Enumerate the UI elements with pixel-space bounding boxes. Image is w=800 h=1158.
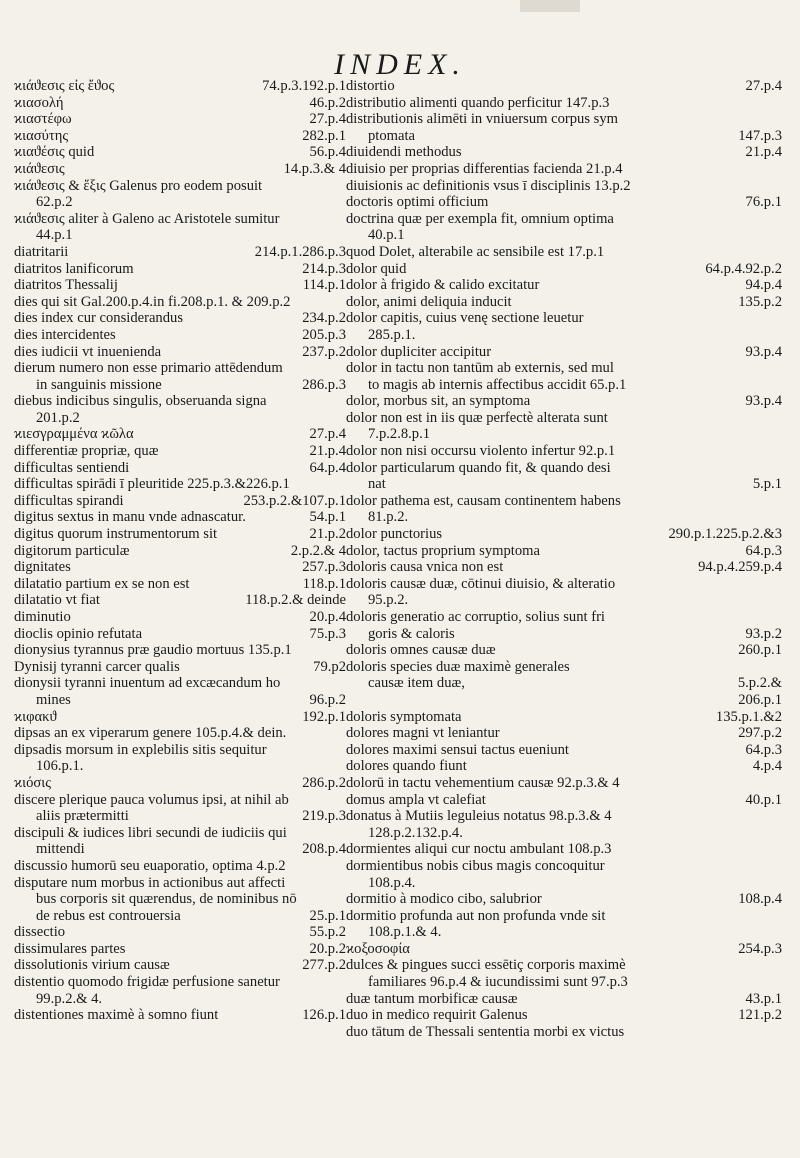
entry-term: dipsadis morsum in explebilis sitis sequitur <box>14 741 267 758</box>
entry-reference: 93.p.2 <box>745 625 782 642</box>
index-entry <box>346 908 782 941</box>
entry-reference: 206.p.1 <box>738 691 782 708</box>
index-entry <box>14 360 346 393</box>
index-entry <box>346 543 782 560</box>
entry-continuation: de rebus est controuersia <box>36 907 181 924</box>
entry-reference: 20.p.4 <box>309 609 346 625</box>
entry-reference: 27.p.4 <box>745 78 782 94</box>
entry-reference: 108.p.4 <box>738 891 782 908</box>
entry-reference: 64.p.3 <box>745 542 782 559</box>
index-entry <box>346 991 782 1008</box>
entry-term: differentiæ propriæ, quæ <box>14 443 159 460</box>
entry-continuation: mittendi <box>36 841 85 858</box>
entry-reference: 20.p.2 <box>309 940 346 957</box>
entry-term: dies intercidentes <box>14 326 116 343</box>
index-entry <box>346 393 782 410</box>
entry-continuation: 108.p.4. <box>368 874 416 891</box>
index-entry <box>346 144 782 161</box>
index-entry <box>346 559 782 576</box>
index-entry <box>346 742 782 759</box>
index-entry <box>14 443 346 460</box>
entry-reference: 21.p.2 <box>309 526 346 543</box>
entry-continuation: 201.p.2 <box>36 409 80 426</box>
entry-reference: 114.p.1 <box>302 277 346 294</box>
index-entry <box>14 261 346 278</box>
index-entry <box>346 310 782 343</box>
entry-reference: 21.p.4 <box>309 443 346 460</box>
index-entry <box>14 709 346 726</box>
index-entry <box>346 360 782 393</box>
entry-reference: 147.p.3 <box>738 127 782 144</box>
index-entry <box>14 244 346 261</box>
index-entry <box>346 261 782 278</box>
entry-term: digitorum particulæ <box>14 542 130 559</box>
entry-term: dionysius tyrannus præ gaudio mortuus 135.p.1 <box>14 642 292 659</box>
entry-reference: 55.p.2 <box>309 924 346 941</box>
entry-continuation: 40.p.1 <box>368 227 405 244</box>
index-entry <box>14 659 346 676</box>
index-entry <box>346 725 782 742</box>
entry-reference: 14.p.3.& 4 <box>283 160 346 177</box>
index-entry <box>14 792 346 825</box>
index-entry <box>346 692 782 709</box>
left-column <box>14 78 346 1024</box>
entry-term: domus ampla vt calefiat <box>346 791 486 808</box>
index-entry <box>346 493 782 526</box>
entry-term: dolor dupliciter accipitur <box>346 343 492 360</box>
entry-term: ϰιόσις <box>14 774 51 791</box>
entry-term: doloris symptomata <box>346 708 462 725</box>
entry-term: doloris generatio ac corruptio, solius sunt fri <box>346 609 605 625</box>
index-entry <box>346 642 782 659</box>
index-entry <box>14 742 346 775</box>
entry-continuation: 108.p.1.& 4. <box>368 924 442 941</box>
entry-term: dignitates <box>14 559 71 576</box>
entry-term: distributio alimenti quando perficitur 147.p.3 <box>346 94 610 111</box>
entry-term: discipuli & iudices libri secundi de iudiciis qui <box>14 824 287 841</box>
entry-term: doloris causa vnica non est <box>346 559 504 576</box>
index-entry <box>14 543 346 560</box>
index-entry <box>14 924 346 941</box>
index-entry <box>14 725 346 742</box>
index-entry <box>14 526 346 543</box>
index-entry <box>346 277 782 294</box>
entry-reference: 93.p.4 <box>745 343 782 360</box>
entry-continuation: 128.p.2.132.p.4. <box>368 824 463 841</box>
index-entry <box>14 493 346 510</box>
entry-reference: 21.p.4 <box>745 144 782 161</box>
entry-term: dionysii tyranni inuentum ad excæcandum ho <box>14 675 281 692</box>
entry-term: difficultas spirandi <box>14 492 124 509</box>
index-entry <box>346 344 782 361</box>
entry-term: dolor capitis, cuius venę sectione leuetur <box>346 310 584 327</box>
index-entry <box>14 111 346 128</box>
entry-term: dissectio <box>14 924 66 941</box>
entry-term: diatritos Thessalij <box>14 277 118 294</box>
entry-term: dolor non nisi occursu violento infertur 92.p.1 <box>346 443 616 460</box>
entry-term: ϰιφακϑ <box>14 708 57 725</box>
entry-term: dolores quando fiunt <box>346 758 467 775</box>
index-entry <box>14 144 346 161</box>
index-entry <box>346 194 782 211</box>
entry-term: doctrina quæ per exempla fit, omnium optima <box>346 210 614 227</box>
entry-term: dioclis opinio refutata <box>14 625 143 642</box>
entry-reference: 126.p.1 <box>302 1007 346 1024</box>
index-entry <box>14 78 346 95</box>
entry-term: dolor quid <box>346 260 407 277</box>
index-entry <box>346 526 782 543</box>
page-smudge <box>520 0 580 12</box>
index-entry <box>14 875 346 925</box>
entry-term: dissolutionis virium causæ <box>14 957 170 974</box>
entry-term: doloris causæ duæ, cōtinui diuisio, & alteratio <box>346 575 616 592</box>
index-entry <box>14 858 346 875</box>
entry-term: dies qui sit Gal.200.p.4.in fi.208.p.1. & 209.p.2 <box>14 293 291 310</box>
index-entry <box>346 841 782 858</box>
entry-continuation: 285.p.1. <box>368 326 416 343</box>
entry-term: ϰιάϑεσις <box>14 160 65 177</box>
entry-term: dolor in tactu non tantūm ab externis, sed mul <box>346 360 614 377</box>
index-entry <box>346 891 782 908</box>
entry-reference: 25.p.1 <box>309 907 346 924</box>
entry-reference: 118.p.2.& deinde <box>245 592 346 609</box>
entry-continuation: 81.p.2. <box>368 509 409 526</box>
index-entry <box>14 626 346 643</box>
entry-term: dilatatio partium ex se non est <box>14 575 190 592</box>
index-entry <box>346 410 782 443</box>
entry-reference: 54.p.1 <box>309 509 346 526</box>
entry-term: difficultas sentiendi <box>14 459 130 476</box>
entry-term: dissimulares partes <box>14 940 126 957</box>
entry-term: ϰιεσγραμμένα ϰῶλα <box>14 426 134 443</box>
entry-reference: 254.p.3 <box>738 940 782 957</box>
entry-term: diebus indicibus singulis, obseruanda signa <box>14 393 267 410</box>
index-entry <box>346 1007 782 1024</box>
entry-term: ϰιαστέφω <box>14 111 72 128</box>
index-entry <box>14 609 346 626</box>
index-entry <box>346 709 782 726</box>
index-entry <box>346 1024 782 1041</box>
index-entry <box>346 178 782 195</box>
entry-reference: 46.p.2 <box>309 94 346 111</box>
index-entry <box>14 211 346 244</box>
entry-term: distributionis alimēti in vniuersum corpus sym <box>346 111 618 128</box>
entry-continuation: 7.p.2.8.p.1 <box>368 426 431 443</box>
entry-term: distentiones maximè à somno fiunt <box>14 1007 219 1024</box>
entry-continuation: bus corporis sit quærendus, de nominibus nō <box>36 891 297 908</box>
index-entry <box>346 957 782 990</box>
entry-term: digitus quorum instrumentorum sit <box>14 526 218 543</box>
entry-continuation: 106.p.1. <box>36 758 84 775</box>
entry-term: ϰιάϑεσις & ἕξις Galenus pro eodem posuit <box>14 177 263 194</box>
entry-term: duæ tantum morbificæ causæ <box>346 990 518 1007</box>
entry-reference: 135.p.2 <box>738 293 782 310</box>
entry-continuation: nat <box>368 476 386 493</box>
entry-term: discussio humorū seu euaporatio, optima 4.p.2 <box>14 857 286 874</box>
index-entry <box>346 941 782 958</box>
entry-term: discere plerique pauca volumus ipsi, at nihil ab <box>14 791 289 808</box>
index-entry <box>14 775 346 792</box>
entry-term: dormitio profunda aut non profunda vnde sit <box>346 907 606 924</box>
index-entry <box>14 559 346 576</box>
index-entry <box>14 460 346 477</box>
entry-term: dormientes aliqui cur noctu ambulant 108.p.3 <box>346 841 612 858</box>
entry-term: ϰιάϑεσις εἰς ἔϑος <box>14 78 115 94</box>
entry-reference: 214.p.1.286.p.3 <box>254 243 346 260</box>
index-entry <box>346 576 782 609</box>
entry-term: dolor punctorius <box>346 526 443 543</box>
index-entry <box>346 111 782 144</box>
entry-reference: 5.p.2.& <box>737 675 782 692</box>
entry-reference: 76.p.1 <box>745 194 782 211</box>
entry-reference: 297.p.2 <box>738 725 782 742</box>
entry-term: ϰιασολή <box>14 94 64 111</box>
entry-reference: 286.p.3 <box>302 376 346 393</box>
entry-term: dolor à frigido & calido excitatur <box>346 277 540 294</box>
entry-term: digitus sextus in manu vnde adnascatur. <box>14 509 246 526</box>
entry-term: dolorū in tactu vehementium causæ 92.p.3.& 4 <box>346 774 620 791</box>
index-entry <box>14 957 346 974</box>
index-entry <box>14 310 346 327</box>
entry-term: dolor, animi deliquia inducit <box>346 293 512 310</box>
entry-reference: 219.p.3 <box>302 808 346 825</box>
entry-continuation: 99.p.2.& 4. <box>36 990 103 1007</box>
entry-term: distentio quomodo frigidæ perfusione sanetur <box>14 974 280 991</box>
index-entry <box>14 941 346 958</box>
entry-term: dolores magni vt leniantur <box>346 725 500 742</box>
entry-continuation: aliis prætermitti <box>36 808 129 825</box>
entry-reference: 96.p.2 <box>309 691 346 708</box>
entry-reference: 253.p.2.&107.p.1 <box>243 492 346 509</box>
entry-reference: 64.p.3 <box>745 741 782 758</box>
index-entry <box>14 128 346 145</box>
index-entry <box>346 808 782 841</box>
entry-term: dies iudicii vt inuenienda <box>14 343 162 360</box>
entry-reference: 260.p.1 <box>738 642 782 659</box>
page-title: INDEX. <box>334 48 466 81</box>
index-entry <box>346 609 782 642</box>
entry-reference: 75.p.3 <box>309 625 346 642</box>
index-entry <box>14 476 346 493</box>
entry-reference: 43.p.1 <box>745 990 782 1007</box>
entry-term: doloris species duæ maximè generales <box>346 658 570 675</box>
entry-term: diatritos lanificorum <box>14 260 134 277</box>
index-entry <box>346 294 782 311</box>
index-entry <box>14 178 346 211</box>
index-entry <box>346 211 782 244</box>
entry-term: disputare num morbus in actionibus aut affecti <box>14 874 286 891</box>
entry-term: doctoris optimi officium <box>346 194 489 211</box>
entry-reference: 4.p.4 <box>752 758 782 775</box>
index-entry <box>346 758 782 775</box>
entry-term: ϰοξοσοφία <box>346 940 410 957</box>
entry-reference: 74.p.3.192.p.1 <box>262 78 346 94</box>
entry-term: ϰιασύτης <box>14 127 69 144</box>
entry-continuation: to magis ab internis affectibus accidit 65.p.1 <box>368 376 627 393</box>
entry-reference: 282.p.1 <box>302 127 346 144</box>
entry-reference: 257.p.3 <box>302 559 346 576</box>
entry-term: diuidendi methodus <box>346 144 462 161</box>
entry-reference: 205.p.3 <box>302 326 346 343</box>
entry-continuation: in sanguinis missione <box>36 376 162 393</box>
entry-term: dolores maximi sensui tactus eueniunt <box>346 741 569 758</box>
index-entry <box>14 825 346 858</box>
entry-reference: 290.p.1.225.p.2.&3 <box>668 526 782 543</box>
index-entry <box>346 775 782 792</box>
entry-term: duo tātum de Thessali sententia morbi ex victus <box>346 1023 625 1040</box>
entry-continuation: mines <box>36 691 71 708</box>
entry-reference: 64.p.4 <box>309 459 346 476</box>
entry-reference: 40.p.1 <box>745 791 782 808</box>
entry-term: dolor pathema est, causam continentem habens <box>346 492 621 509</box>
entry-term: quod Dolet, alterabile ac sensibile est 17.p.1 <box>346 243 605 260</box>
index-entry <box>14 294 346 311</box>
entry-reference: 214.p.3 <box>302 260 346 277</box>
index-entry <box>14 675 346 708</box>
index-entry <box>14 974 346 1007</box>
entry-reference: 2.p.2.& 4 <box>290 542 346 559</box>
entry-term: difficultas spirādi ī pleuritide 225.p.3.&226.p.1 <box>14 476 290 493</box>
entry-term: dierum numero non esse primario attēdendum <box>14 360 283 377</box>
entry-reference: 94.p.4 <box>745 277 782 294</box>
index-entry <box>14 344 346 361</box>
entry-term: dormientibus nobis cibus magis concoquitur <box>346 857 605 874</box>
entry-term: donatus à Mutiis leguleius notatus 98.p.3.& 4 <box>346 808 612 825</box>
entry-term: Dynisij tyranni carcer qualis <box>14 658 180 675</box>
entry-term: duo in medico requirit Galenus <box>346 1007 528 1024</box>
entry-reference: 208.p.4 <box>302 841 346 858</box>
entry-reference: 64.p.4.92.p.2 <box>705 260 782 277</box>
entry-continuation: causæ item duæ, <box>368 675 465 692</box>
entry-continuation: 44.p.1 <box>36 227 73 244</box>
entry-term: dilatatio vt fiat <box>14 592 100 609</box>
index-entry <box>346 78 782 95</box>
entry-term: diatritarii <box>14 243 69 260</box>
entry-reference: 192.p.1 <box>302 708 346 725</box>
entry-reference: 121.p.2 <box>738 1007 782 1024</box>
entry-continuation: familiares 96.p.4 & iucundissimi sunt 97.p.3 <box>368 974 628 991</box>
entry-reference: 27.p.4 <box>309 426 346 443</box>
entry-term: diuisio per proprias differentias facienda 21.p.4 <box>346 160 623 177</box>
index-entry <box>14 576 346 593</box>
entry-term: dormitio à modico cibo, salubrior <box>346 891 542 908</box>
index-entry <box>346 858 782 891</box>
entry-continuation: 95.p.2. <box>368 592 409 609</box>
index-entry <box>346 659 782 692</box>
entry-term: ϰιάϑεσις aliter à Galeno ac Aristotele sumitur <box>14 210 280 227</box>
entry-reference: 56.p.4 <box>309 144 346 161</box>
index-entry <box>346 161 782 178</box>
index-entry <box>14 277 346 294</box>
entry-reference: 94.p.4.259.p.4 <box>698 559 782 576</box>
entry-reference: 27.p.4 <box>309 111 346 128</box>
entry-term: distortio <box>346 78 395 94</box>
index-entry <box>346 443 782 460</box>
index-entry <box>14 327 346 344</box>
entry-reference: 277.p.2 <box>302 957 346 974</box>
entry-reference: 79.p2 <box>313 658 346 675</box>
entry-term: dolor, morbus sit, an symptoma <box>346 393 531 410</box>
entry-reference: 93.p.4 <box>745 393 782 410</box>
entry-term: ϰιαϑέσις quid <box>14 144 95 161</box>
index-entry <box>346 792 782 809</box>
entry-continuation: ptomata <box>368 127 416 144</box>
entry-reference: 118.p.1 <box>302 575 346 592</box>
index-entry <box>346 95 782 112</box>
index-entry <box>14 393 346 426</box>
entry-reference: 234.p.2 <box>302 310 346 327</box>
index-entry <box>14 95 346 112</box>
entry-term: diuisionis ac definitionis vsus ī disciplinis 13.p.2 <box>346 177 631 194</box>
index-entry <box>346 244 782 261</box>
index-entry <box>14 592 346 609</box>
entry-term: dipsas an ex viperarum genere 105.p.4.& dein. <box>14 725 287 742</box>
index-entry <box>14 1007 346 1024</box>
entry-term: dies index cur considerandus <box>14 310 183 327</box>
entry-reference: 237.p.2 <box>302 343 346 360</box>
index-entry <box>346 460 782 493</box>
entry-reference: 286.p.2 <box>302 774 346 791</box>
index-entry <box>14 161 346 178</box>
right-column <box>346 78 782 1040</box>
entry-reference: 5.p.1 <box>752 476 782 493</box>
index-entry <box>14 426 346 443</box>
entry-continuation: 62.p.2 <box>36 194 73 211</box>
entry-term: dolor particularum quando fit, & quando desi <box>346 459 611 476</box>
entry-term: doloris omnes causæ duæ <box>346 642 496 659</box>
entry-term: dulces & pingues succi essētiç corporis maximè <box>346 957 626 974</box>
entry-term: dolor non est in iis quæ perfectè alterata sunt <box>346 409 608 426</box>
index-entry <box>14 642 346 659</box>
entry-continuation: goris & caloris <box>368 625 455 642</box>
index-entry <box>14 509 346 526</box>
entry-reference: 135.p.1.&2 <box>715 708 782 725</box>
entry-term: diminutio <box>14 609 71 625</box>
entry-term: dolor, tactus proprium symptoma <box>346 542 540 559</box>
